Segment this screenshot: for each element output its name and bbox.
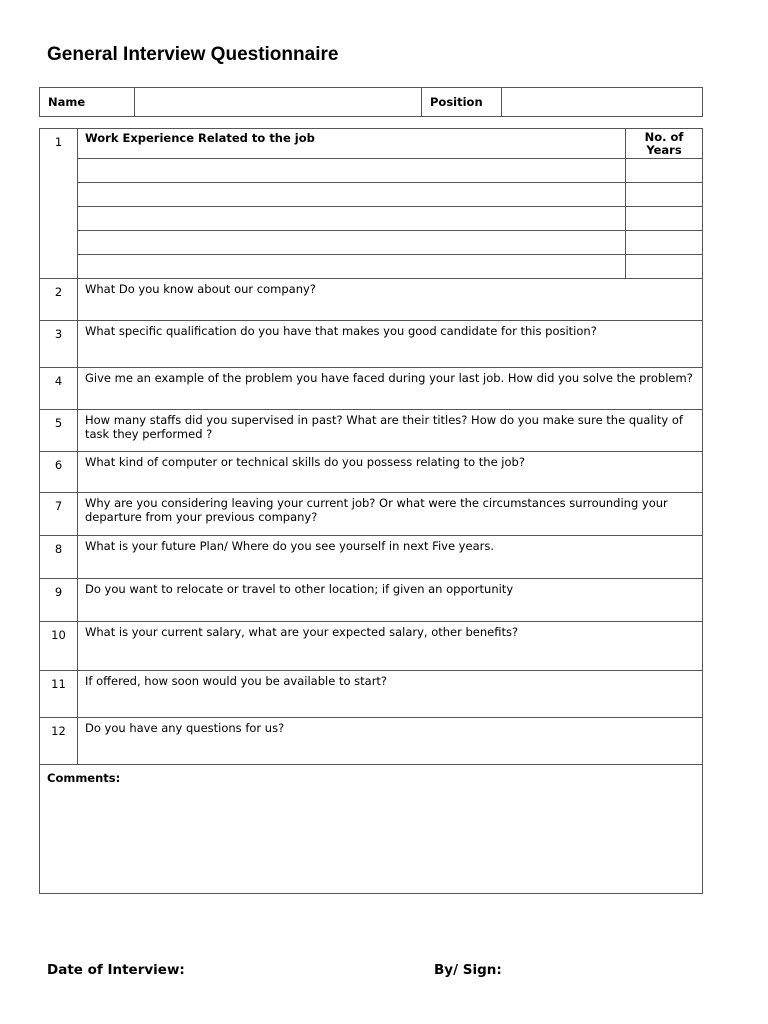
years-header-line2: Years xyxy=(646,143,682,157)
question-number: 4 xyxy=(40,368,78,410)
question-number: 1 xyxy=(40,129,78,279)
name-field[interactable] xyxy=(135,88,422,117)
question-text: If offered, how soon would you be available to start? xyxy=(78,671,703,718)
question-text: What Do you know about our company? xyxy=(78,279,703,321)
comments-label: Comments: xyxy=(47,771,121,785)
question-row xyxy=(40,410,703,452)
experience-field[interactable] xyxy=(78,183,626,207)
question-number: 11 xyxy=(40,671,78,718)
question-row xyxy=(40,671,703,718)
years-field[interactable] xyxy=(626,231,703,255)
question-row xyxy=(40,718,703,765)
date-of-interview-label: Date of Interview: xyxy=(47,962,185,978)
question-number: 9 xyxy=(40,579,78,622)
question-number: 2 xyxy=(40,279,78,321)
experience-field[interactable] xyxy=(78,159,626,183)
question-number: 5 xyxy=(40,410,78,452)
years-header-line1: No. of xyxy=(644,130,684,144)
question-row xyxy=(40,452,703,493)
experience-field[interactable] xyxy=(78,231,626,255)
question-text: What kind of computer or technical skills do you possess relating to the job? xyxy=(78,452,703,493)
experience-field[interactable] xyxy=(78,207,626,231)
question-row xyxy=(40,321,703,368)
years-header xyxy=(626,129,703,159)
years-field[interactable] xyxy=(626,207,703,231)
question-number: 7 xyxy=(40,493,78,536)
years-field[interactable] xyxy=(626,255,703,279)
experience-field[interactable] xyxy=(78,255,626,279)
comments-box[interactable] xyxy=(40,765,703,894)
question-text: Do you want to relocate or travel to other location; if given an opportunity xyxy=(78,579,703,622)
questionnaire-table xyxy=(39,128,703,894)
years-field[interactable] xyxy=(626,159,703,183)
page-title: General Interview Questionnaire xyxy=(47,44,339,65)
question-number: 12 xyxy=(40,718,78,765)
question-text: What is your future Plan/ Where do you see yourself in next Five years. xyxy=(78,536,703,579)
question-row xyxy=(40,368,703,410)
question-text: Do you have any questions for us? xyxy=(78,718,703,765)
question-row xyxy=(40,622,703,671)
question-number: 10 xyxy=(40,622,78,671)
question-text: Why are you considering leaving your current job? Or what were the circumstances surrounding your departure from your previous company? xyxy=(78,493,703,536)
position-label: Position xyxy=(422,88,502,117)
work-experience-header: Work Experience Related to the job xyxy=(78,129,626,159)
position-field[interactable] xyxy=(502,88,703,117)
name-label: Name xyxy=(40,88,135,117)
years-field[interactable] xyxy=(626,183,703,207)
question-row xyxy=(40,493,703,536)
question-row xyxy=(40,279,703,321)
question-number: 8 xyxy=(40,536,78,579)
question-number: 3 xyxy=(40,321,78,368)
question-row xyxy=(40,579,703,622)
applicant-info-table xyxy=(39,87,703,117)
question-number: 6 xyxy=(40,452,78,493)
question-text: Give me an example of the problem you have faced during your last job. How did you solve the problem? xyxy=(78,368,703,410)
question-text: What specific qualification do you have that makes you good candidate for this position? xyxy=(78,321,703,368)
question-row xyxy=(40,536,703,579)
question-text: What is your current salary, what are your expected salary, other benefits? xyxy=(78,622,703,671)
signature-label: By/ Sign: xyxy=(434,962,502,978)
question-text: How many staffs did you supervised in past? What are their titles? How do you make sure the quality of task they performed ? xyxy=(78,410,703,452)
